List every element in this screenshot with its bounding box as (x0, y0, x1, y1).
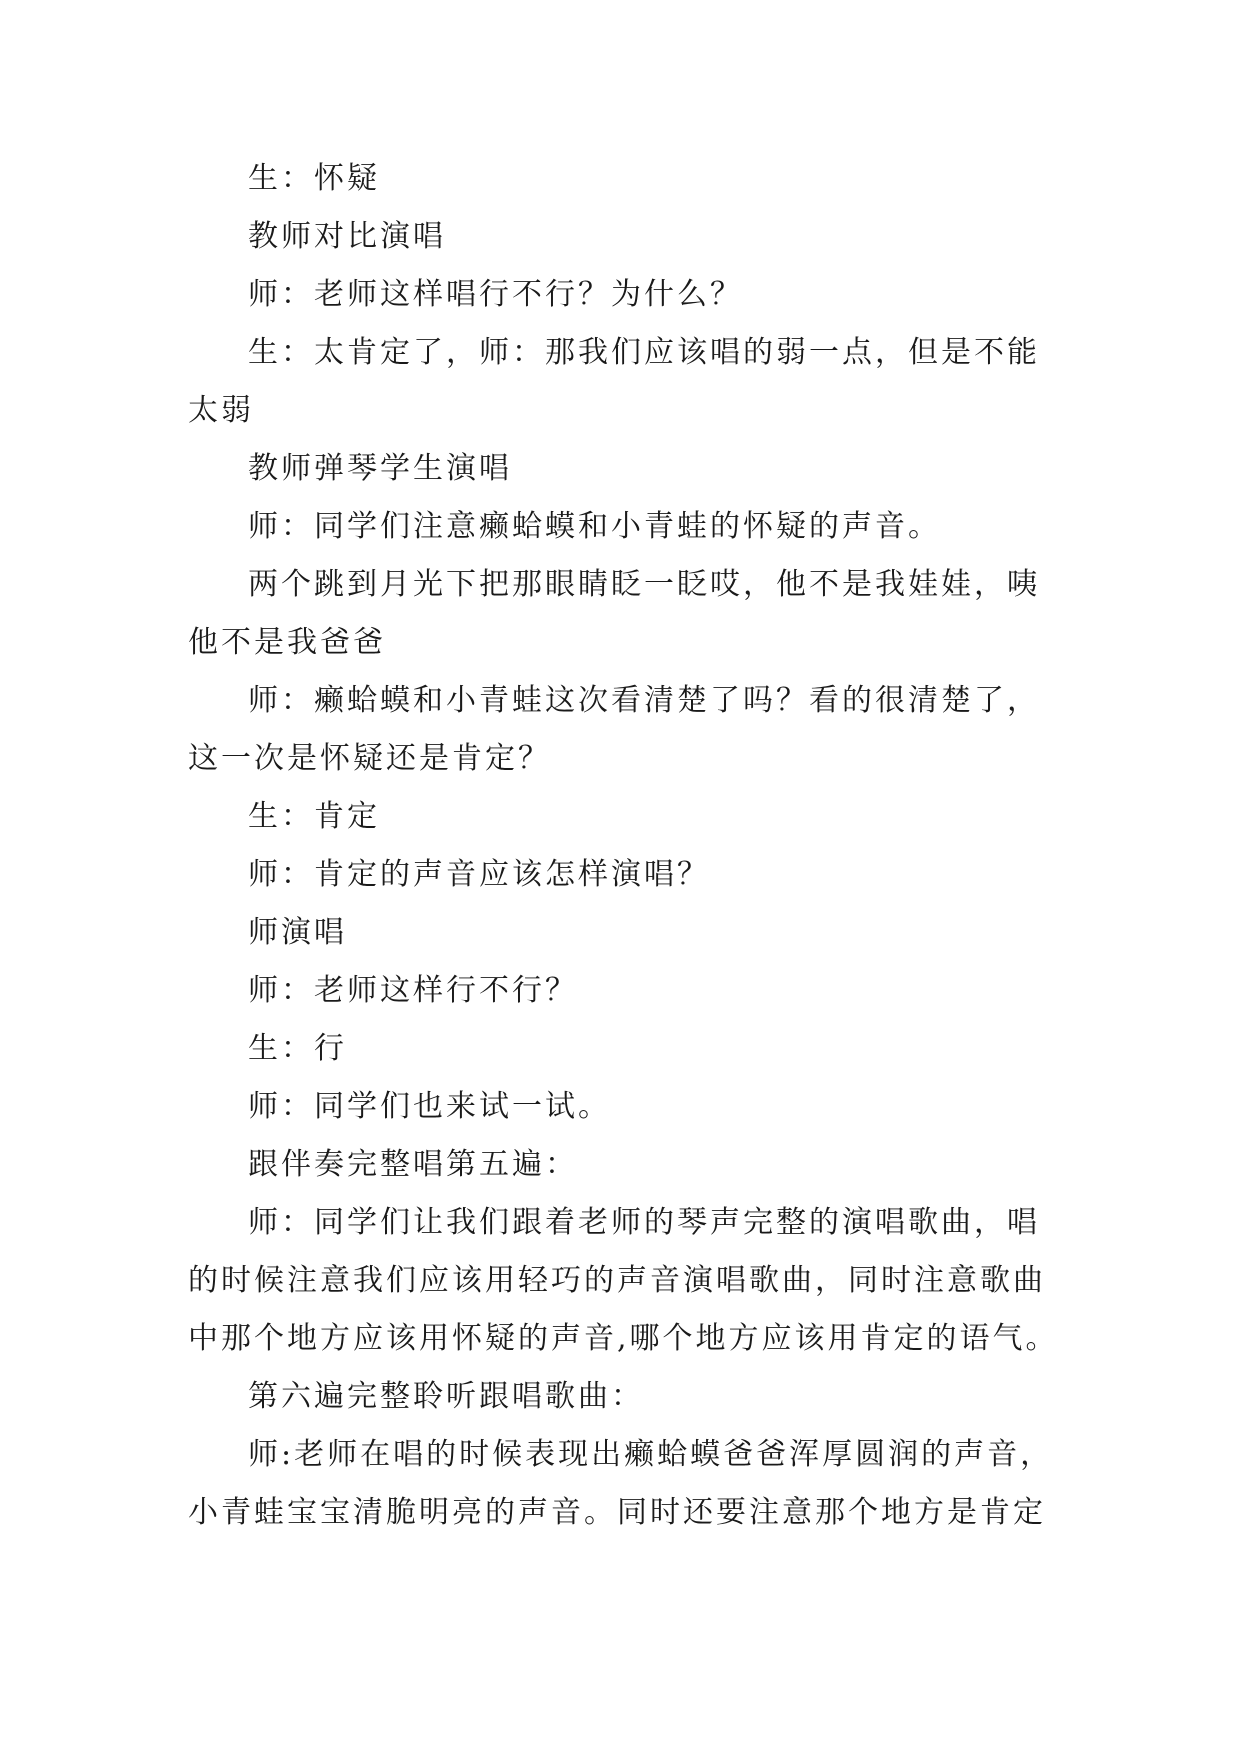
paragraph: 师：老师这样行不行？ (248, 973, 578, 1008)
paragraph: 两个跳到月光下把那眼睛眨一眨哎，他不是我娃娃，咦他不是我爸爸 (188, 567, 1040, 660)
paragraph: 师：同学们注意癞蛤蟆和小青蛙的怀疑的声音。 (248, 509, 941, 544)
paragraph: 师：肯定的声音应该怎样演唱？ (248, 857, 710, 892)
paragraph: 师：老师这样唱行不行？为什么？ (248, 277, 743, 312)
paragraph: 生：怀疑 (248, 161, 380, 196)
paragraph: 师：同学们也来试一试。 (248, 1089, 611, 1124)
paragraph: 跟伴奏完整唱第五遍： (248, 1147, 578, 1182)
paragraph: 教师对比演唱 (248, 219, 446, 254)
paragraph: 师:老师在唱的时候表现出癞蛤蟆爸爸浑厚圆润的声音，小青蛙宝宝清脆明亮的声音。同时还要注意那个地方是肯定 (188, 1437, 1054, 1530)
paragraph: 生：太肯定了，师：那我们应该唱的弱一点，但是不能太弱 (188, 335, 1040, 428)
paragraph: 生：肯定 (248, 799, 380, 834)
paragraph: 师演唱 (248, 915, 347, 950)
paragraph: 教师弹琴学生演唱 (248, 451, 512, 486)
paragraph: 第六遍完整聆听跟唱歌曲： (248, 1379, 644, 1414)
paragraph: 师：癞蛤蟆和小青蛙这次看清楚了吗？看的很清楚了，这一次是怀疑还是肯定？ (188, 683, 1040, 776)
document-body (188, 150, 1068, 1542)
paragraph: 师：同学们让我们跟着老师的琴声完整的演唱歌曲，唱的时候注意我们应该用轻巧的声音演唱歌曲，同时注意歌曲中那个地方应该用怀疑的声音,哪个地方应该用肯定的语气。 (188, 1205, 1059, 1356)
paragraph: 生：行 (248, 1031, 347, 1066)
